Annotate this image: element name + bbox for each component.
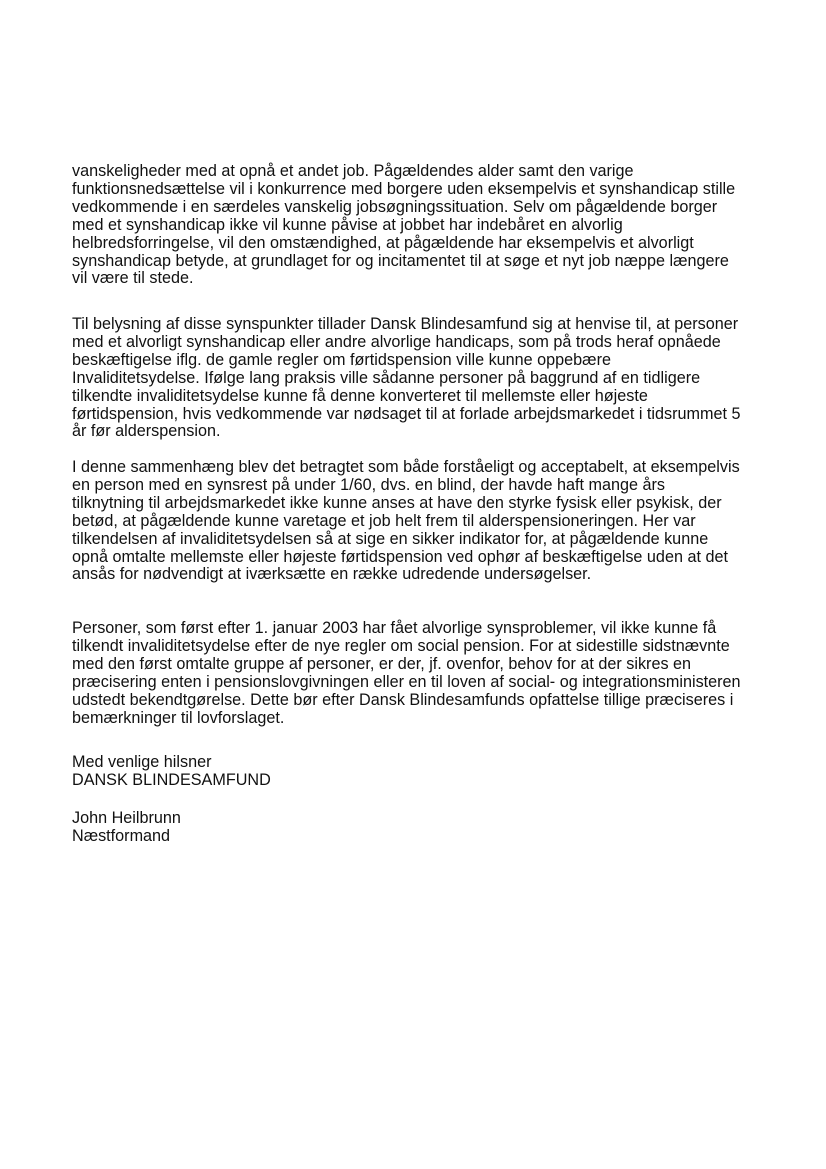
closing-block <box>72 754 772 790</box>
paragraph-line: ansås for nødvendigt at iværksætte en række udredende undersøgelser. <box>72 565 592 584</box>
paragraph-line: år før alderspension. <box>72 422 221 441</box>
signature-title: Næstformand <box>72 826 171 845</box>
closing-organization: DANSK BLINDESAMFUND <box>72 770 271 789</box>
paragraph-line: vedkommende i en særdeles vanskelig jobsøgningssituation. Selv om pågældende borger <box>72 197 718 216</box>
paragraph-4 <box>72 620 772 727</box>
paragraph-line: synshandicap betyde, at grundlaget for og incitamentet til at søge et nyt job næppe længere <box>72 251 729 270</box>
paragraph-line: helbredsforringelse, vil den omstændighed, at pågældende har eksempelvis et alvorligt <box>72 233 694 252</box>
paragraph-line: med et alvorligt synshandicap eller andre alvorlige handicaps, som på trods heraf opnåede <box>72 332 721 351</box>
paragraph-line: udstedt bekendtgørelse. Dette bør efter Dansk Blindesamfunds opfattelse tillige præciseres i <box>72 690 734 709</box>
paragraph-line: opnå omtalte mellemste eller højeste førtidspension ved ophør af beskæftigelse uden at det <box>72 547 728 566</box>
signature-name: John Heilbrunn <box>72 809 181 827</box>
paragraph-line: en person med en synsrest på under 1/60, dvs. en blind, der havde haft mange års <box>72 475 666 494</box>
paragraph-line: funktionsnedsættelse vil i konkurrence med borgere uden eksempelvis et synshandicap stille <box>72 179 736 198</box>
closing-greeting: Med venlige hilsner <box>72 753 212 771</box>
paragraph-line: tilkendt invaliditetsydelse efter de nye regler om social pension. For at sidestille sidstnævnte <box>72 636 730 655</box>
paragraph-line: beskæftigelse iflg. de gamle regler om førtidspension ville kunne oppebære <box>72 350 611 369</box>
paragraph-line: Invaliditetsydelse. Ifølge lang praksis ville sådanne personer på baggrund af en tidligere <box>72 368 701 387</box>
paragraph-line: tilknytning til arbejdsmarkedet ikke kunne anses at have den styrke fysisk eller psykisk, der <box>72 493 722 512</box>
paragraph-3 <box>72 459 772 584</box>
paragraph-2 <box>72 316 772 441</box>
signature-block <box>72 810 772 846</box>
paragraph-line: tilkendte invaliditetsydelse kunne få denne konverteret til mellemste eller højeste <box>72 386 648 405</box>
paragraph-line: førtidspension, hvis vedkommende var nødsaget til at forlade arbejdsmarkedet i tidsrummet 5 <box>72 404 741 423</box>
paragraph-line: vil være til stede. <box>72 269 194 288</box>
paragraph-line: Til belysning af disse synspunkter tillader Dansk Blindesamfund sig at henvise til, at personer <box>72 315 739 333</box>
paragraph-line: med et synshandicap ikke vil kunne påvise at jobbet har indebåret en alvorlig <box>72 215 623 234</box>
paragraph-line: vanskeligheder med at opnå et andet job. Pågældendes alder samt den varige <box>72 162 634 180</box>
paragraph-line: præcisering enten i pensionslovgivningen eller en til loven af social- og integrationsministeren <box>72 672 741 691</box>
paragraph-line: bemærkninger til lovforslaget. <box>72 708 285 727</box>
paragraph-line: med den først omtalte gruppe af personer, er der, jf. ovenfor, behov for at der sikres en <box>72 654 692 673</box>
paragraph-line: tilkendelsen af invaliditetsydelsen så at sige en sikker indikator for, at pågældende kunne <box>72 529 709 548</box>
paragraph-line: betød, at pågældende kunne varetage et job helt frem til alderspensioneringen. Her var <box>72 511 696 530</box>
paragraph-1 <box>72 163 772 288</box>
paragraph-line: Personer, som først efter 1. januar 2003 har fået alvorlige synsproblemer, vil ikke kunne få <box>72 619 717 637</box>
paragraph-line: I denne sammenhæng blev det betragtet som både forståeligt og acceptabelt, at eksempelvis <box>72 458 740 476</box>
